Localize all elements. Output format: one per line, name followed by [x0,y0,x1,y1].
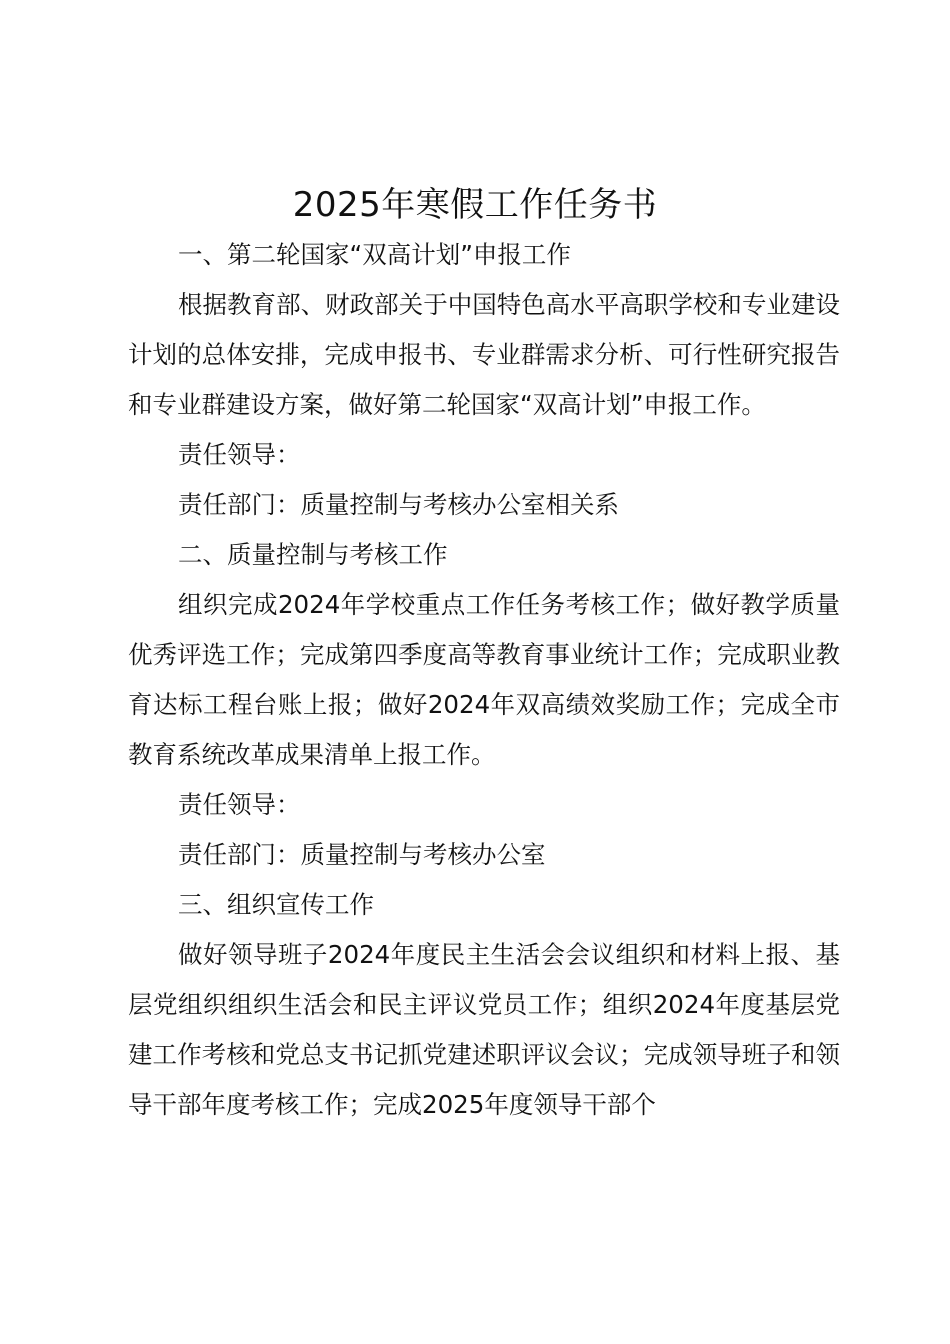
responsible-leader: 责任领导： [178,790,301,819]
responsible-department: 责任部门：质量控制与考核办公室相关系 [178,490,619,519]
section-1 [128,230,840,530]
section-heading: 三、组织宣传工作 [178,890,374,919]
section-paragraph: 组织完成2024年学校重点工作任务考核工作；做好教学质量优秀评选工作；完成第四季度高等教育事业统计工作；完成职业教育达标工程台账上报；做好2024年双高绩效奖励工作；完成全市教育系统改革成果清单上报工作。 [128,590,840,769]
section-paragraph: 根据教育部、财政部关于中国特色高水平高职学校和专业建设计划的总体安排，完成申报书、专业群需求分析、可行性研究报告和专业群建设方案，做好第二轮国家“双高计划”申报工作。 [128,290,840,419]
document-body [128,230,840,1130]
section-2 [128,530,840,880]
document-title: 2025年寒假工作任务书 [292,185,658,225]
section-heading: 二、质量控制与考核工作 [178,540,448,569]
section-heading: 一、第二轮国家“双高计划”申报工作 [178,240,571,269]
responsible-leader: 责任领导： [178,440,301,469]
responsible-department: 责任部门：质量控制与考核办公室 [178,840,546,869]
section-paragraph: 做好领导班子2024年度民主生活会会议组织和材料上报、基层党组织组织生活会和民主评议党员工作；组织2024年度基层党建工作考核和党总支书记抓党建述职评议会议；完成领导班子和领导干部年度考核工作；完成2025年度领导干部个 [128,940,840,1119]
section-3 [128,880,840,1130]
